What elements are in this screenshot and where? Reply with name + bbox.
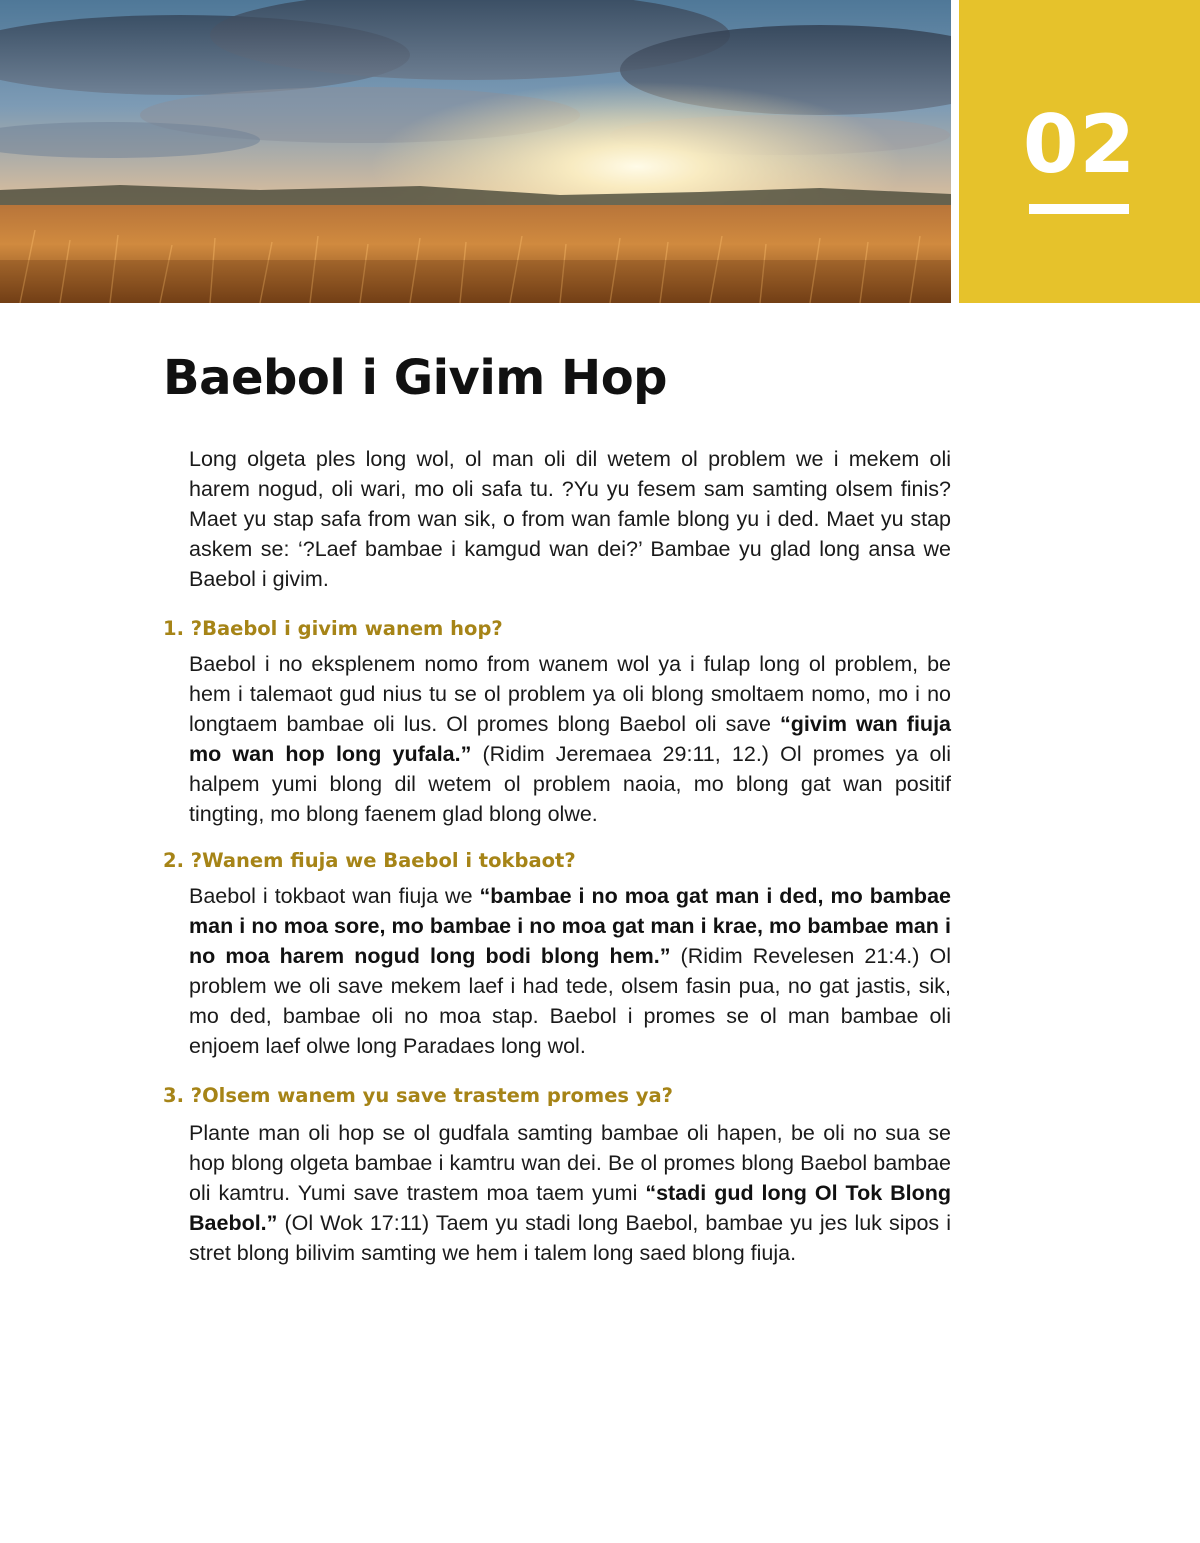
answer-2-text: Baebol i tokbaot wan fiuja we xyxy=(189,884,480,908)
hero-image xyxy=(0,0,951,303)
answer-2-text-end: (Ridim Revelesen 21:4.) Ol problem we oli save mekem laef i had tede, olsem fasin pua, no gat jastis, sik, mo ded, bambae oli no moa stap. Baebol i promes se ol man bambae oli enjoem laef olwe long Paradaes long wol. xyxy=(189,944,951,1058)
answer-1-text-end: (Ridim Jeremaea 29:11, 12.) Ol promes ya oli halpem yumi blong dil wetem ol problem naoia, mo blong gat wan positif tingting, mo blong faenem glad blong olwe. xyxy=(189,742,952,826)
answer-3-text-end: (Ol Wok 17:11) Taem yu stadi long Baebol, bambae yu jes luk sipos i stret blong bilivim samting we hem i talem long saed blong fiuja. xyxy=(189,1211,951,1265)
intro-paragraph: Long olgeta ples long wol, ol man oli dil wetem ol problem we i mekem oli harem nogud, oli wari, mo oli safa tu. ?Yu yu fesem sam samting olsem finis? Maet yu stap safa from wan sik, o from wan famle blong yu i ded. Maet yu stap askem se: ‘?Laef bambae i kamgud wan dei?’ Bambae yu glad long ansa we Baebol i givim. xyxy=(189,447,951,591)
answer-3 xyxy=(189,1118,951,1268)
question-3: 3. ?Olsem wanem yu save trastem promes ya? xyxy=(163,1084,673,1107)
question-1: 1. ?Baebol i givim wanem hop? xyxy=(163,617,503,640)
answer-1 xyxy=(189,649,951,829)
page-title: Baebol i Givim Hop xyxy=(163,350,668,406)
answer-2-quote: “bambae i no moa gat man i ded, mo bambae man i no moa sore, mo bambae i no moa gat man i krae, mo bambae man i no moa harem nogud long bodi blong hem.” xyxy=(189,884,951,968)
answer-3-quote: “stadi gud long Ol Tok Blong Baebol.” xyxy=(189,1181,952,1235)
answer-1-quote: “givim wan fiuja mo wan hop long yufala.” xyxy=(189,712,951,766)
chapter-underline xyxy=(1029,204,1129,214)
wheat-field-sunset-image xyxy=(0,0,951,303)
question-2: 2. ?Wanem fiuja we Baebol i tokbaot? xyxy=(163,849,576,872)
answer-1-text: Baebol i no eksplenem nomo from wanem wol ya i fulap long ol problem, be hem i talemaot gud nius tu se ol problem ya oli blong smoltaem nomo, mo i no longtaem bambae oli lus. Ol promes blong Baebol oli save xyxy=(189,652,951,736)
answer-3-text: Plante man oli hop se ol gudfala samting bambae oli hapen, be oli no sua se hop blong olgeta bambae i kamtru wan dei. Be ol promes blong Baebol bambae oli kamtru. Yumi save trastem moa taem yumi xyxy=(189,1121,951,1205)
chapter-number: 02 xyxy=(1022,98,1137,191)
chapter-badge xyxy=(959,0,1200,303)
answer-2 xyxy=(189,881,951,1061)
